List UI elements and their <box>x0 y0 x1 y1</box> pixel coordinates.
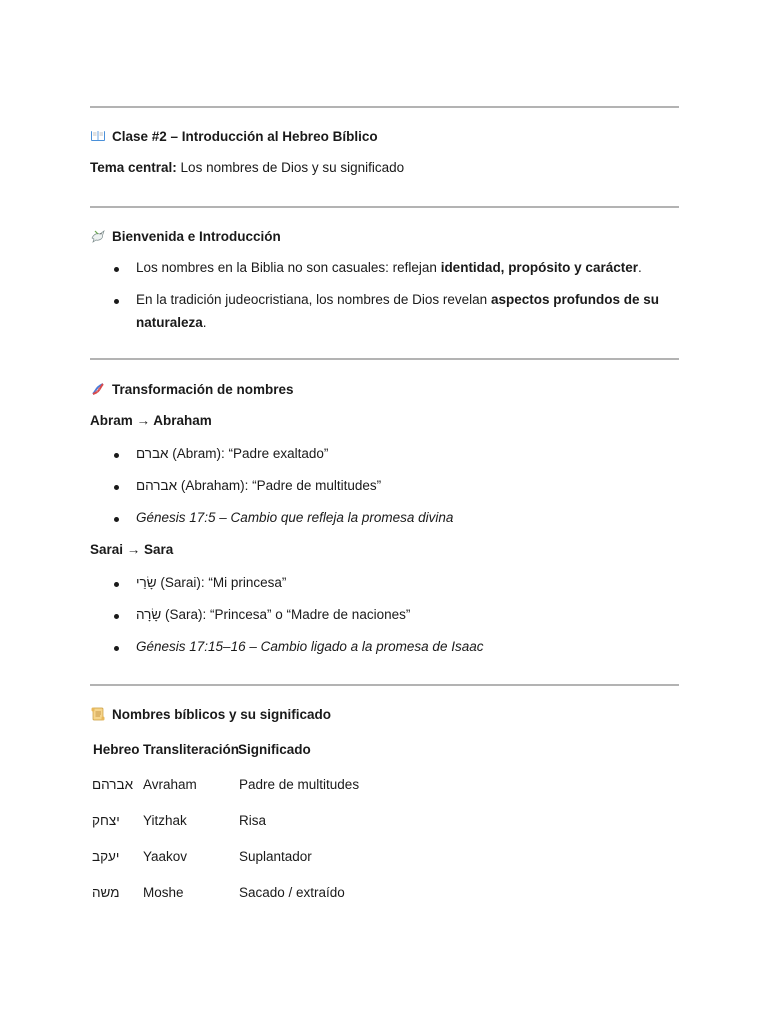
column-header-meaning: Significado <box>238 742 311 757</box>
list-item-text: . <box>637 260 642 275</box>
open-book-icon <box>90 128 106 144</box>
section-divider <box>90 358 679 360</box>
list-item <box>136 575 286 590</box>
dove-icon <box>90 228 106 244</box>
sarai-subheading: Sarai → Sara <box>90 542 174 557</box>
list-item-emphasis: naturaleza <box>136 315 203 330</box>
list-item <box>136 607 410 622</box>
column-header-transliteration: Transliteración <box>143 742 240 757</box>
list-item-text: Los nombres en la Biblia no son casuales: reflejan <box>136 260 441 275</box>
table-cell-hebrew: אברהם <box>92 777 134 792</box>
class-title-text: Clase #2 – Introducción al Hebreo Bíblico <box>112 129 378 144</box>
hebrew-word: שָׂרַי <box>136 575 157 590</box>
transformation-heading-text: Transformación de nombres <box>112 382 294 397</box>
table-cell-transliteration: Yaakov <box>143 849 188 864</box>
section-divider <box>90 684 679 686</box>
list-item-emphasis: identidad, propósito y carácter <box>440 260 638 275</box>
topic-text: Los nombres de Dios y su significado <box>180 160 405 175</box>
bullet-dot <box>114 299 119 304</box>
abram-subheading: Abram → Abraham <box>90 413 212 428</box>
names-heading <box>90 706 331 722</box>
welcome-heading-text: Bienvenida e Introducción <box>112 229 281 244</box>
scripture-reference: Génesis 17:15–16 – Cambio ligado a la promesa de Isaac <box>136 639 484 654</box>
list-item-text: . <box>202 315 207 330</box>
list-item-continuation <box>136 315 207 330</box>
scroll-icon <box>90 706 106 722</box>
names-heading-text: Nombres bíblicos y su significado <box>112 707 332 722</box>
table-cell-hebrew: יעקב <box>92 849 120 864</box>
table-cell-transliteration: Moshe <box>143 885 184 900</box>
section-divider <box>90 206 679 208</box>
topic-label: Tema central: <box>90 160 177 175</box>
dna-icon <box>90 381 106 397</box>
welcome-heading <box>90 228 281 244</box>
bullet-dot <box>114 267 119 272</box>
section-divider <box>90 106 679 108</box>
table-cell-hebrew: יצחק <box>92 813 120 828</box>
table-cell-meaning: Risa <box>239 813 267 828</box>
column-header-hebrew: Hebreo <box>93 742 140 757</box>
scripture-reference: Génesis 17:5 – Cambio que refleja la promesa divina <box>136 510 454 525</box>
list-item <box>136 446 328 461</box>
bullet-dot <box>114 485 119 490</box>
list-item <box>136 292 659 307</box>
hebrew-word: שָׂרָה <box>136 607 162 622</box>
bullet-dot <box>114 582 119 587</box>
bullet-dot <box>114 646 119 651</box>
table-cell-transliteration: Yitzhak <box>143 813 187 828</box>
bullet-dot <box>114 453 119 458</box>
class-title <box>90 128 378 144</box>
bullet-dot <box>114 614 119 619</box>
central-topic <box>90 160 404 175</box>
table-cell-meaning: Sacado / extraído <box>239 885 345 900</box>
table-cell-meaning: Suplantador <box>239 849 312 864</box>
list-item-text: (Sara): “Princesa” o “Madre de naciones” <box>165 607 411 622</box>
table-cell-hebrew: משה <box>92 885 120 900</box>
list-item <box>136 478 381 493</box>
bullet-dot <box>114 517 119 522</box>
list-item-emphasis: aspectos profundos de su <box>490 292 659 307</box>
transformation-heading <box>90 381 294 397</box>
hebrew-word: אברהם <box>136 478 178 493</box>
list-item-text: (Abraham): “Padre de multitudes” <box>180 478 382 493</box>
list-item-text: En la tradición judeocristiana, los nombres de Dios revelan <box>136 292 491 307</box>
list-item-text: (Sarai): “Mi princesa” <box>160 575 287 590</box>
table-cell-transliteration: Avraham <box>143 777 197 792</box>
list-item-text: (Abram): “Padre exaltado” <box>172 446 329 461</box>
list-item <box>136 260 642 275</box>
table-cell-meaning: Padre de multitudes <box>239 777 360 792</box>
hebrew-word: אברם <box>136 446 169 461</box>
